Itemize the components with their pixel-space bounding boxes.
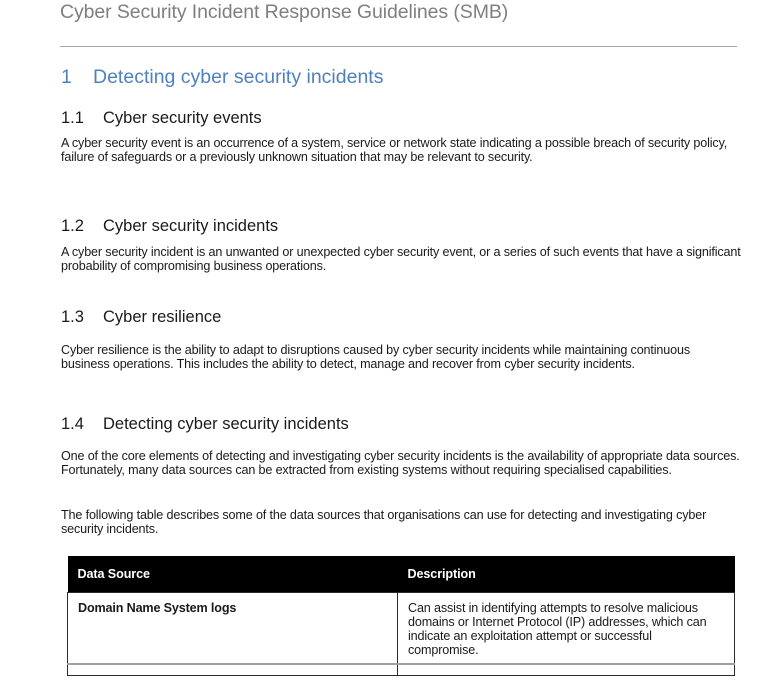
subsection-title: Cyber security events [103,109,262,127]
subsection-number: 1.4 [61,415,84,433]
table-header-row [68,556,735,593]
subsection-number: 1.3 [61,308,84,326]
paragraph-cyber-security-incidents: A cyber security incident is an unwanted or unexpected cyber security event, or a series of such events that have a significant probability of compromising business operations. [61,245,741,273]
subsection-number: 1.2 [61,217,84,235]
subsection-heading-1-2 [61,217,278,236]
column-header-description: Description [398,556,735,593]
section-heading [61,66,383,89]
document-header-title: Cyber Security Incident Response Guidelines (SMB) [60,1,509,23]
section-number: 1 [61,66,72,88]
paragraph-cyber-resilience: Cyber resilience is the ability to adapt to disruptions caused by cyber security incidents while maintaining continuous business operations. This includes the ability to detect, manage and recover from cyber security incidents. [61,343,690,371]
table-row [68,593,735,665]
subsection-title: Cyber security incidents [103,217,279,235]
cell-data-source-empty [68,664,398,676]
section-title: Detecting cyber security incidents [93,66,384,88]
data-sources-table [67,556,735,676]
header-divider [60,46,737,47]
column-header-data-source: Data Source [68,556,398,593]
cell-description-empty [398,664,735,676]
subsection-heading-1-4 [61,415,349,434]
cell-data-source: Domain Name System logs [68,593,398,665]
subsection-heading-1-1 [61,109,262,128]
subsection-title: Cyber resilience [103,308,222,326]
paragraph-table-intro: The following table describes some of the data sources that organisations can use for detecting and investigating cyber security incidents. [61,508,707,536]
subsection-number: 1.1 [61,109,84,127]
cell-description: Can assist in identifying attempts to resolve malicious domains or Internet Protocol (IP) addresses, which can indicate an exploitation attempt or successful compromise. [398,593,735,665]
subsection-heading-1-3 [61,308,221,327]
table-row-partial [68,664,735,676]
subsection-title: Detecting cyber security incidents [103,415,349,433]
paragraph-data-sources: One of the core elements of detecting and investigating cyber security incidents is the availability of appropriate data sources. Fortunately, many data sources can be extracted from existing systems without requiring specialised capabilities. [61,449,740,477]
paragraph-cyber-security-events: A cyber security event is an occurrence of a system, service or network state indicating a possible breach of security policy, failure of safeguards or a previously unknown situation that may be relevant to security. [61,136,728,164]
